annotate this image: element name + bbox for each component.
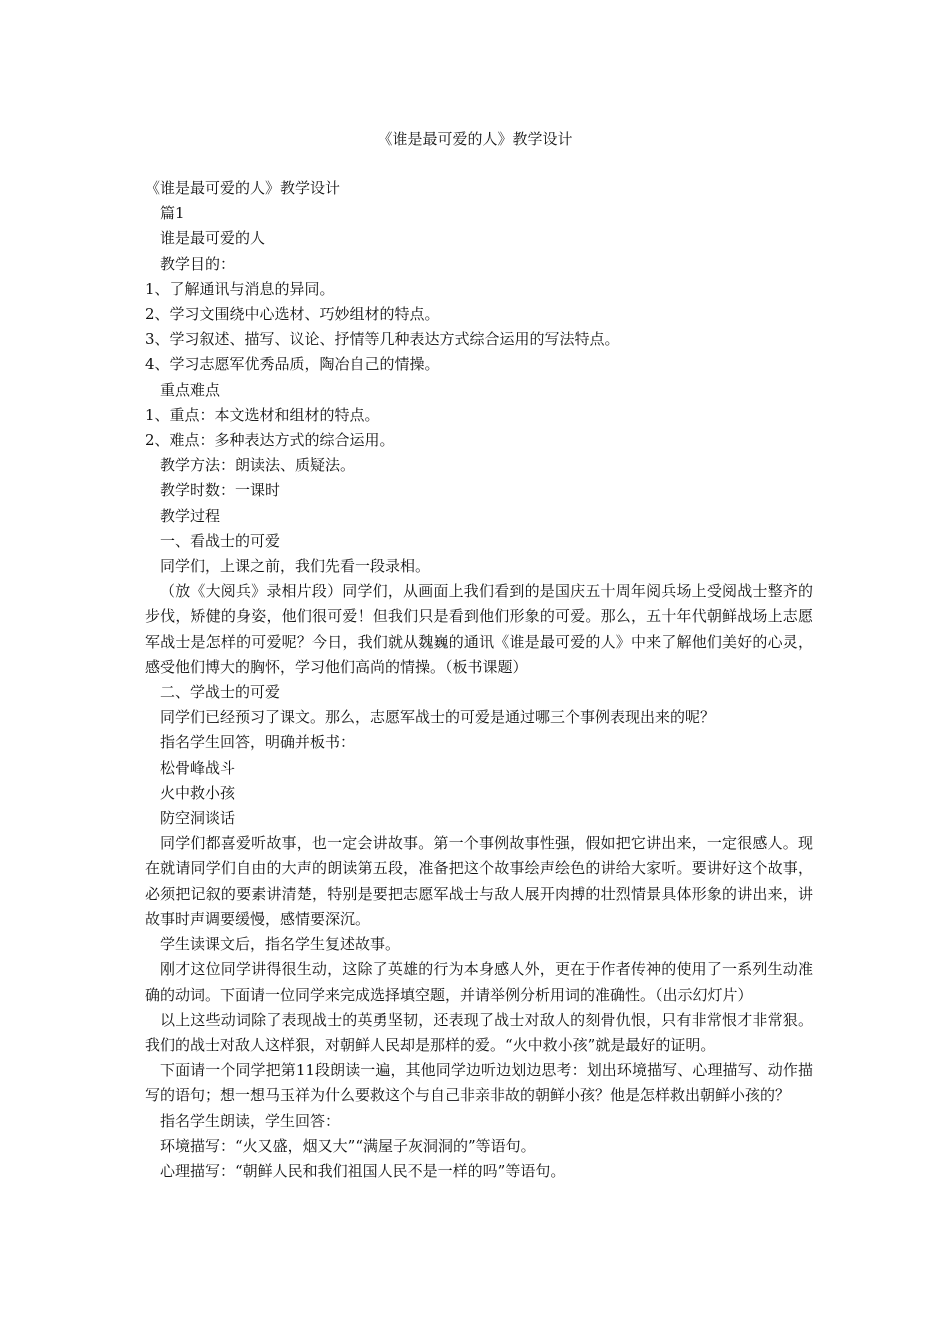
paragraph: 教学目的：	[160, 254, 236, 273]
paragraph: 篇1	[160, 204, 185, 223]
paragraph: 二、学战士的可爱	[160, 683, 281, 702]
paragraph: 教学方法：朗读法、质疑法。	[160, 456, 356, 475]
document-title: 《谁是最可爱的人》教学设计	[377, 130, 573, 148]
paragraph: 1、重点：本文选材和组材的特点。	[145, 405, 380, 424]
paragraph: 以上这些动词除了表现战士的英勇坚韧，还表现了战士对敌人的刻骨仇恨，只有非常恨才非常狠。我们的战士对敌人这样狠，对朝鲜人民却是那样的爱。“火中救小孩”就是最好的证明。	[145, 1010, 813, 1054]
paragraph: 学生读课文后，指名学生复述故事。	[160, 935, 401, 954]
paragraph: 1、了解通讯与消息的异同。	[145, 279, 335, 298]
paragraph: （放《大阅兵》录相片段）同学们，从画面上我们看到的是国庆五十周年阅兵场上受阅战士整齐的步伐，矫健的身姿，他们很可爱！但我们只是看到他们形象的可爱。那么，五十年代朝鲜战场上志愿军战士是怎样的可爱呢？今日，我们就从魏巍的通讯《谁是最可爱的人》中来了解他们美好的心灵，感受他们博大的胸怀，学习他们高尚的情操。（板书课题）	[145, 582, 813, 676]
paragraph: 2、学习文围绕中心选材、巧妙组材的特点。	[145, 305, 440, 324]
paragraph: 重点难点	[160, 380, 221, 399]
paragraph: 指名学生朗读，学生回答：	[160, 1111, 341, 1130]
paragraph: 同学们都喜爱听故事，也一定会讲故事。第一个事例故事性强，假如把它讲出来，一定很感人。现在就请同学们自由的大声的朗读第五段，准备把这个故事绘声绘色的讲给大家听。要讲好这个故事，必须把记叙的要素讲清楚，特别是要把志愿军战士与敌人展开肉搏的壮烈情景具体形象的讲出来，讲故事时声调要缓慢，感情要深沉。	[145, 834, 813, 928]
paragraph: 松骨峰战斗	[160, 758, 236, 777]
paragraph: 《谁是最可爱的人》教学设计	[145, 179, 341, 197]
paragraph: 一、看战士的可爱	[160, 531, 281, 550]
paragraph: 环境描写：“火又盛，烟又大”“满屋子灰洞洞的”等语句。	[160, 1136, 536, 1155]
paragraph: 同学们，上课之前，我们先看一段录相。	[160, 557, 431, 576]
document-body	[145, 176, 813, 1184]
paragraph: 教学过程	[160, 506, 221, 525]
paragraph: 4、学习志愿军优秀品质，陶冶自己的情操。	[145, 355, 440, 374]
paragraph: 教学时数：一课时	[160, 481, 281, 500]
paragraph: 2、难点：多种表达方式的综合运用。	[145, 431, 395, 450]
paragraph: 防空洞谈话	[160, 809, 236, 828]
paragraph: 下面请一个同学把第11段朗读一遍，其他同学边听边划边思考：划出环境描写、心理描写、动作描写的语句；想一想马玉祥为什么要救这个与自己非亲非故的朝鲜小孩？他是怎样救出朝鲜小孩的？	[145, 1061, 813, 1105]
paragraph: 火中救小孩	[160, 783, 236, 802]
paragraph: 心理描写：“朝鲜人民和我们祖国人民不是一样的吗”等语句。	[160, 1161, 566, 1180]
paragraph: 刚才这位同学讲得很生动，这除了英雄的行为本身感人外，更在于作者传神的使用了一系列生动准确的动词。下面请一位同学来完成选择填空题，并请举例分析用词的准确性。（出示幻灯片）	[145, 960, 813, 1004]
paragraph: 同学们已经预习了课文。那么，志愿军战士的可爱是通过哪三个事例表现出来的呢？	[160, 708, 716, 727]
paragraph: 3、学习叙述、描写、议论、抒情等几种表达方式综合运用的写法特点。	[145, 330, 620, 349]
paragraph: 谁是最可爱的人	[160, 229, 266, 248]
paragraph: 指名学生回答，明确并板书：	[160, 733, 356, 752]
